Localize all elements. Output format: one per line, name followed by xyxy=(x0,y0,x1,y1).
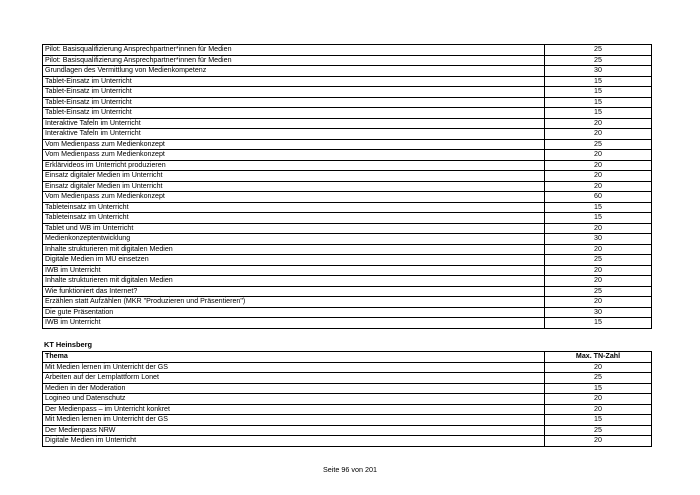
row-max-participants: 25 xyxy=(545,139,652,150)
row-max-participants: 20 xyxy=(545,297,652,308)
section-title: KT Heinsberg xyxy=(44,340,93,349)
row-max-participants: 20 xyxy=(545,223,652,234)
table-row xyxy=(43,139,652,150)
courses-table-body xyxy=(43,45,652,329)
row-topic: Tablet-Einsatz im Unterricht xyxy=(43,76,545,87)
row-max-participants: 30 xyxy=(545,307,652,318)
table-row xyxy=(43,276,652,287)
row-max-participants: 20 xyxy=(545,181,652,192)
row-max-participants: 30 xyxy=(545,66,652,77)
row-max-participants: 25 xyxy=(545,45,652,56)
row-topic: Vom Medienpass zum Medienkonzept xyxy=(43,139,545,150)
row-max-participants: 20 xyxy=(545,362,652,373)
row-max-participants: 20 xyxy=(545,129,652,140)
row-max-participants: 20 xyxy=(545,404,652,415)
row-max-participants: 25 xyxy=(545,255,652,266)
row-topic: Arbeiten auf der Lernplattform Lonet xyxy=(43,373,545,384)
table-row xyxy=(43,383,652,394)
table-row xyxy=(43,404,652,415)
row-topic: Die gute Präsentation xyxy=(43,307,545,318)
row-max-participants: 25 xyxy=(545,55,652,66)
row-topic: Pilot: Basisqualifizierung Ansprechpartner*innen für Medien xyxy=(43,45,545,56)
table-row xyxy=(43,192,652,203)
table-row xyxy=(43,108,652,119)
row-max-participants: 25 xyxy=(545,373,652,384)
table-row xyxy=(43,244,652,255)
table-row xyxy=(43,436,652,447)
row-max-participants: 25 xyxy=(545,286,652,297)
table-row xyxy=(43,76,652,87)
row-max-participants: 25 xyxy=(545,425,652,436)
row-topic: Tablet und WB im Unterricht xyxy=(43,223,545,234)
row-topic: Erklärvideos im Unterricht produzieren xyxy=(43,160,545,171)
row-topic: Inhalte strukturieren mit digitalen Medien xyxy=(43,276,545,287)
row-max-participants: 15 xyxy=(545,108,652,119)
row-topic: Interaktive Tafeln im Unterricht xyxy=(43,118,545,129)
header-topic: Thema xyxy=(43,352,545,363)
row-topic: Tablet-Einsatz im Unterricht xyxy=(43,97,545,108)
row-topic: Grundlagen des Vermittlung von Medienkompetenz xyxy=(43,66,545,77)
header-max-participants: Max. TN-Zahl xyxy=(545,352,652,363)
row-max-participants: 20 xyxy=(545,118,652,129)
table-row xyxy=(43,202,652,213)
row-max-participants: 20 xyxy=(545,394,652,405)
row-topic: Der Medienpass NRW xyxy=(43,425,545,436)
row-max-participants: 20 xyxy=(545,265,652,276)
row-topic: Tableteinsatz im Unterricht xyxy=(43,213,545,224)
table-row xyxy=(43,45,652,56)
row-max-participants: 15 xyxy=(545,87,652,98)
table-row xyxy=(43,425,652,436)
row-topic: Medien in der Moderation xyxy=(43,383,545,394)
table-row xyxy=(43,171,652,182)
row-topic: Wie funktioniert das Internet? xyxy=(43,286,545,297)
table-row xyxy=(43,255,652,266)
row-topic: Einsatz digitaler Medien im Unterricht xyxy=(43,171,545,182)
table-row xyxy=(43,394,652,405)
table-row xyxy=(43,415,652,426)
table-row xyxy=(43,234,652,245)
row-topic: Der Medienpass – im Unterricht konkret xyxy=(43,404,545,415)
row-topic: Tablet-Einsatz im Unterricht xyxy=(43,108,545,119)
row-max-participants: 20 xyxy=(545,150,652,161)
row-topic: Digitale Medien im Unterricht xyxy=(43,436,545,447)
row-topic: Einsatz digitaler Medien im Unterricht xyxy=(43,181,545,192)
table-row xyxy=(43,87,652,98)
row-topic: Inhalte strukturieren mit digitalen Medien xyxy=(43,244,545,255)
row-topic: Tablet-Einsatz im Unterricht xyxy=(43,87,545,98)
table-row xyxy=(43,297,652,308)
row-max-participants: 15 xyxy=(545,76,652,87)
row-topic: Vom Medienpass zum Medienkonzept xyxy=(43,150,545,161)
row-max-participants: 20 xyxy=(545,160,652,171)
row-max-participants: 15 xyxy=(545,202,652,213)
row-max-participants: 20 xyxy=(545,276,652,287)
table-row xyxy=(43,150,652,161)
row-topic: Medienkonzeptentwicklung xyxy=(43,234,545,245)
row-topic: Mit Medien lernen im Unterricht der GS xyxy=(43,362,545,373)
row-topic: Logineo und Datenschutz xyxy=(43,394,545,405)
row-max-participants: 15 xyxy=(545,318,652,329)
row-topic: Mit Medien lernen im Unterricht der GS xyxy=(43,415,545,426)
table-row xyxy=(43,213,652,224)
row-topic: IWB im Unterricht xyxy=(43,265,545,276)
table-row xyxy=(43,129,652,140)
row-topic: Digitale Medien im MU einsetzen xyxy=(43,255,545,266)
table-row xyxy=(43,373,652,384)
row-max-participants: 15 xyxy=(545,383,652,394)
table-row xyxy=(43,55,652,66)
table-row xyxy=(43,66,652,77)
table-row xyxy=(43,118,652,129)
row-max-participants: 15 xyxy=(545,213,652,224)
row-max-participants: 15 xyxy=(545,97,652,108)
row-max-participants: 20 xyxy=(545,436,652,447)
table-row xyxy=(43,181,652,192)
row-topic: Erzählen statt Aufzählen (MKR "Produzieren und Präsentieren") xyxy=(43,297,545,308)
table-row xyxy=(43,286,652,297)
table-row xyxy=(43,97,652,108)
row-max-participants: 20 xyxy=(545,171,652,182)
heinsberg-table-body xyxy=(43,362,652,446)
heinsberg-table xyxy=(42,351,652,447)
page-number: Seite 96 von 201 xyxy=(323,465,377,474)
table-row xyxy=(43,265,652,276)
row-topic: IWB im Unterricht xyxy=(43,318,545,329)
row-max-participants: 15 xyxy=(545,415,652,426)
courses-table xyxy=(42,44,652,329)
row-topic: Vom Medienpass zum Medienkonzept xyxy=(43,192,545,203)
row-topic: Interaktive Tafeln im Unterricht xyxy=(43,129,545,140)
table-header-row xyxy=(43,352,652,363)
table-row xyxy=(43,223,652,234)
row-topic: Tableteinsatz im Unterricht xyxy=(43,202,545,213)
table-row xyxy=(43,307,652,318)
table-row xyxy=(43,362,652,373)
row-topic: Pilot: Basisqualifizierung Ansprechpartner*innen für Medien xyxy=(43,55,545,66)
row-max-participants: 30 xyxy=(545,234,652,245)
table-row xyxy=(43,160,652,171)
row-max-participants: 20 xyxy=(545,244,652,255)
row-max-participants: 60 xyxy=(545,192,652,203)
table-row xyxy=(43,318,652,329)
